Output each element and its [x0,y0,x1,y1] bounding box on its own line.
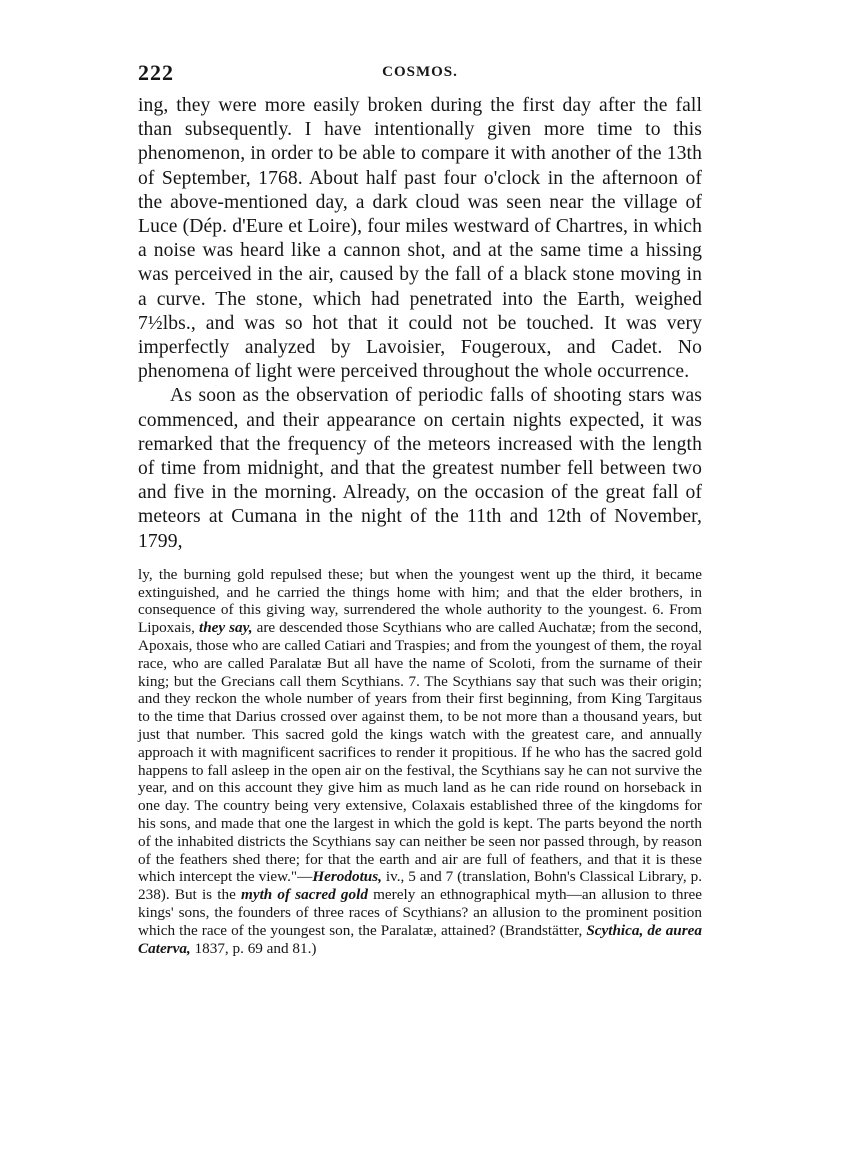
footnote-text: iv., 5 and 7 (translation, Bohn's Classical Library, p. 238). But is the [138,868,702,904]
footnote-paragraph [138,566,702,958]
footnote [138,566,702,958]
footnote-italic: myth of sacred gold [241,886,368,904]
main-paragraph: As soon as the observation of periodic falls of shooting stars was commenced, and their appearance on certain nights expected, it was remarked that the frequency of the meteors increased with the length of time from midnight, and that the greatest number fell between two and five in the morning. Already, on the occasion of the great fall of meteors at Cumana in the night of the 11th and 12th of November, 1799, [138,385,702,552]
footnote-italic: Herodotus, [312,868,382,886]
footnote-italic: they say, [198,619,253,637]
footnote-text: are descended those Scythians who are called Auchatæ; from the second, Apoxais, those who are called Catiari and Traspies; and from the youngest of them, the royal race, who are called Paralatæ But all have the name of Scoloti, from the surname of their king; but the Grecians call them Scythians. 7. The Scythians say that such was their origin; and they reckon the whole number of years from their first beginning, from King Targitaus to the time that Darius crossed over against them, to be not more than a thousand years, but just that number. This sacred gold the kings watch with the greatest care, and annually approach it with magnificent sacrifices to render it propitious. If he who has the sacred gold happens to fall asleep in the open air on the festival, the Scythians say he can not survive the year, and on this account they give him as much land as he can ride round on horseback in one day. The country being very extensive, Colaxais established three of the kingdoms for his sons, and made that one the largest in which the gold is kept. The parts beyond the north of the inhabited districts the Scythians say can neither be seen nor passed through, by reason of the feathers shed there; for that the earth and air are full of feathers, and that it is these which intercept the view."— [138,619,702,886]
running-title: COSMOS. [382,64,458,80]
book-page [138,60,702,957]
main-paragraph: ing, they were more easily broken during the first day after the fall than subsequently. I have intentionally given more time to this phenomenon, in order to be able to compare it with another of the 13th of September, 1768. About half past four o'clock in the afternoon of the above-mentioned day, a dark cloud was seen near the village of Luce (Dép. d'Eure et Loire), four miles westward of Chartres, in which a noise was heard like a cannon shot, and at the same time a hissing was perceived in the air, caused by the fall of a black stone moving in a curve. The stone, which had penetrated into the Earth, weighed 7½lbs., and was so hot that it could not be touched. It was very imperfectly analyzed by Lavoisier, Fougeroux, and Cadet. No phenomena of light were perceived throughout the whole occurrence. [138,95,702,383]
footnote-text: merely an ethnographical myth—an allusion to three kings' sons, the founders of three races of Scythians? an allusion to the prominent position which the race of the youngest son, the Paralatæ, attained? (Brandstätter, [138,886,702,939]
footnote-italic: Scythica, de aurea Caterva, [138,921,702,957]
page-number: 222 [138,60,174,85]
footnote-text: ly, the burning gold repulsed these; but when the youngest went up the third, it became extinguished, and he carried the things home with him; and that the elder brothers, in consequence of this giving way, surrendered the whole authority to the youngest. 6. From Lipoxais, [138,565,702,637]
page-header [138,60,702,90]
main-text [138,94,702,554]
footnote-text: 1837, p. 69 and 81.) [190,939,317,957]
